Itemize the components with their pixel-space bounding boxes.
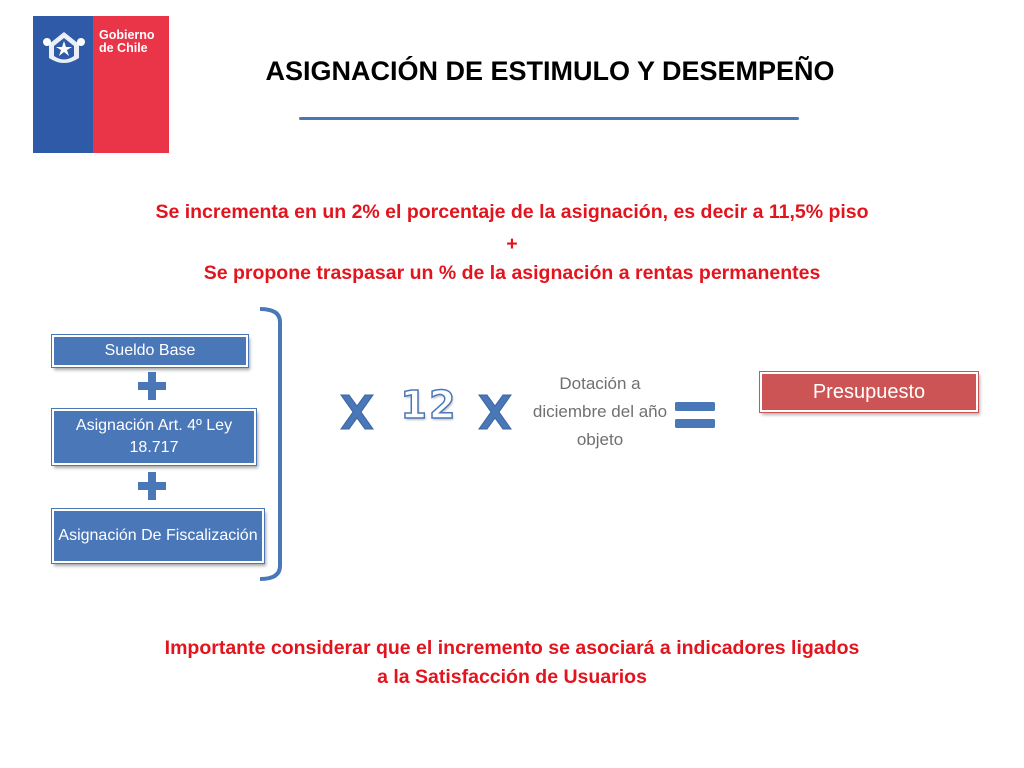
- gobierno-de-chile-logo: [33, 16, 169, 153]
- intro-plus: +: [506, 233, 518, 255]
- intro-line-1: Se incrementa en un 2% el porcentaje de la asignación, es decir a 11,5% piso: [155, 201, 869, 223]
- logo-line-2: de Chile: [99, 41, 148, 55]
- sueldo-base-label: Sueldo Base: [104, 342, 196, 359]
- logo-line-1: Gobierno: [99, 28, 155, 42]
- right-bracket-icon: [256, 306, 296, 582]
- asignacion-fiscalizacion-box: [52, 509, 264, 563]
- presupuesto-label: Presupuesto: [812, 380, 926, 403]
- asignacion-art-4-label: Asignación Art. 4º Ley 18.717: [75, 417, 233, 456]
- multiply-icon: [476, 392, 514, 432]
- dotacion-text: Dotación a diciembre del año objeto: [532, 374, 668, 449]
- plus-icon: [136, 370, 168, 402]
- page-title: ASIGNACIÓN DE ESTIMULO Y DESEMPEÑO: [265, 56, 835, 86]
- title-underline: [299, 117, 799, 120]
- multiplier-twelve: 12: [400, 383, 458, 427]
- logo-text: [99, 29, 155, 55]
- plus-icon: [136, 470, 168, 502]
- multiply-icon: [338, 392, 376, 432]
- equals-icon: [674, 397, 716, 433]
- intro-line-2: Se propone traspasar un % de la asignación a rentas permanentes: [203, 262, 821, 284]
- asignacion-art-4-box: [52, 409, 256, 465]
- sueldo-base-box: [52, 335, 248, 367]
- asignacion-fiscalizacion-label: Asignación De Fiscalización: [58, 527, 258, 544]
- footer-line-2: a la Satisfacción de Usuarios: [377, 666, 647, 688]
- footer-line-1: Importante considerar que el incremento se asociará a indicadores ligados: [164, 637, 860, 659]
- coat-of-arms-icon: [41, 26, 87, 72]
- presupuesto-box: [760, 372, 978, 412]
